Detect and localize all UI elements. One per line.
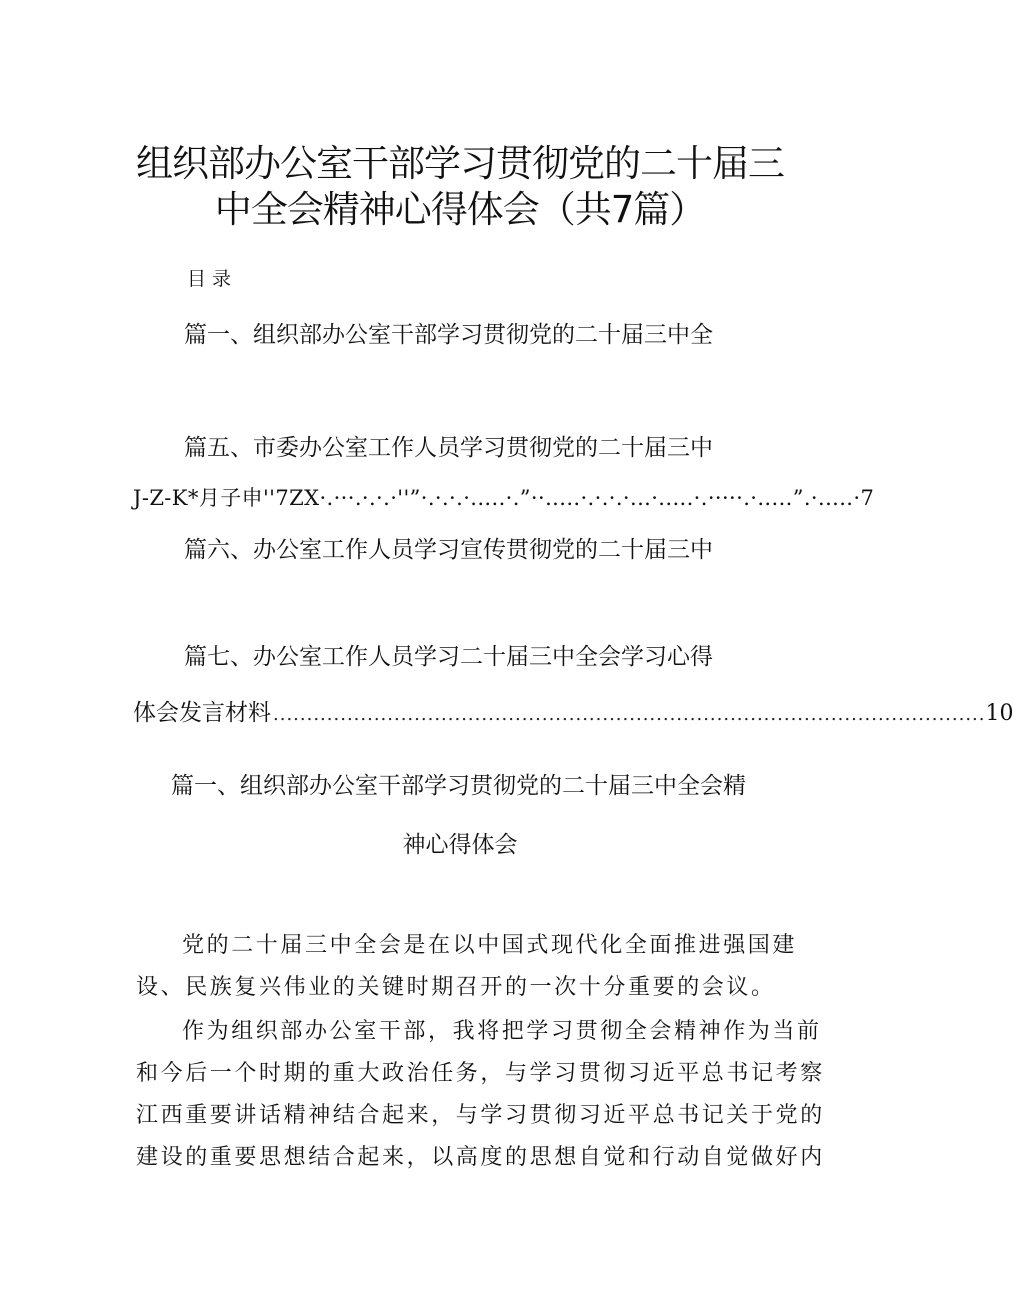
document-title-line1: 组织部办公室干部学习贯彻党的二十届三 [136,142,784,185]
toc-item-6[interactable]: 篇六、办公室工作人员学习宣传贯彻党的二十届三中 [184,537,713,563]
paragraph-1-line1: 党的二十届三中全会是在以中国式现代化全面推进强国建 [182,933,798,958]
document-title-line2: 中全会精神心得体会（共7篇） [214,188,706,231]
section-heading-line2: 神心得体会 [402,832,518,858]
toc-item-7[interactable]: 篇七、办公室工作人员学习二十届三中全会学习心得 [184,644,713,670]
toc-item-7-continuation[interactable] [133,698,1014,730]
toc-label: 目录 [187,268,238,290]
paragraph-2-line3: 江西重要讲话精神结合起来，与学习贯彻习近平总书记关于党的 [136,1103,825,1128]
paragraph-1-line2: 设、民族复兴伟业的关键时期召开的一次十分重要的会议。 [136,975,776,1000]
toc-item-5-garbled-leader: J-Z-K*月子申''7ZX·.···.·.·.·''”·.·.·.·.....·.”··.....·.·.·.·...·.....·.·····.·.....”.·.....·7 [133,486,875,510]
toc-page-number: 10 [985,701,1014,726]
paragraph-1 [136,925,798,1009]
toc-dot-leader: .......................................................................................................... [273,704,986,725]
paragraph-2-line2: 和今后一个时期的重大政治任务，与学习贯彻习近平总书记考察 [136,1061,825,1086]
paragraph-2 [136,1011,825,1179]
section-heading-line1: 篇一、组织部办公室干部学习贯彻党的二十届三中全会精 [171,773,746,799]
paragraph-2-line4: 建设的重要思想结合起来，以高度的思想自觉和行动自觉做好内 [136,1145,825,1170]
toc-item-7-label: 体会发言材料 [133,700,271,726]
toc-item-5[interactable]: 篇五、市委办公室工作人员学习贯彻党的二十届三中 [184,435,713,461]
toc-item-1[interactable]: 篇一、组织部办公室干部学习贯彻党的二十届三中全 [184,322,713,348]
paragraph-2-line1: 作为组织部办公室干部，我将把学习贯彻全会精神作为当前 [182,1019,822,1044]
